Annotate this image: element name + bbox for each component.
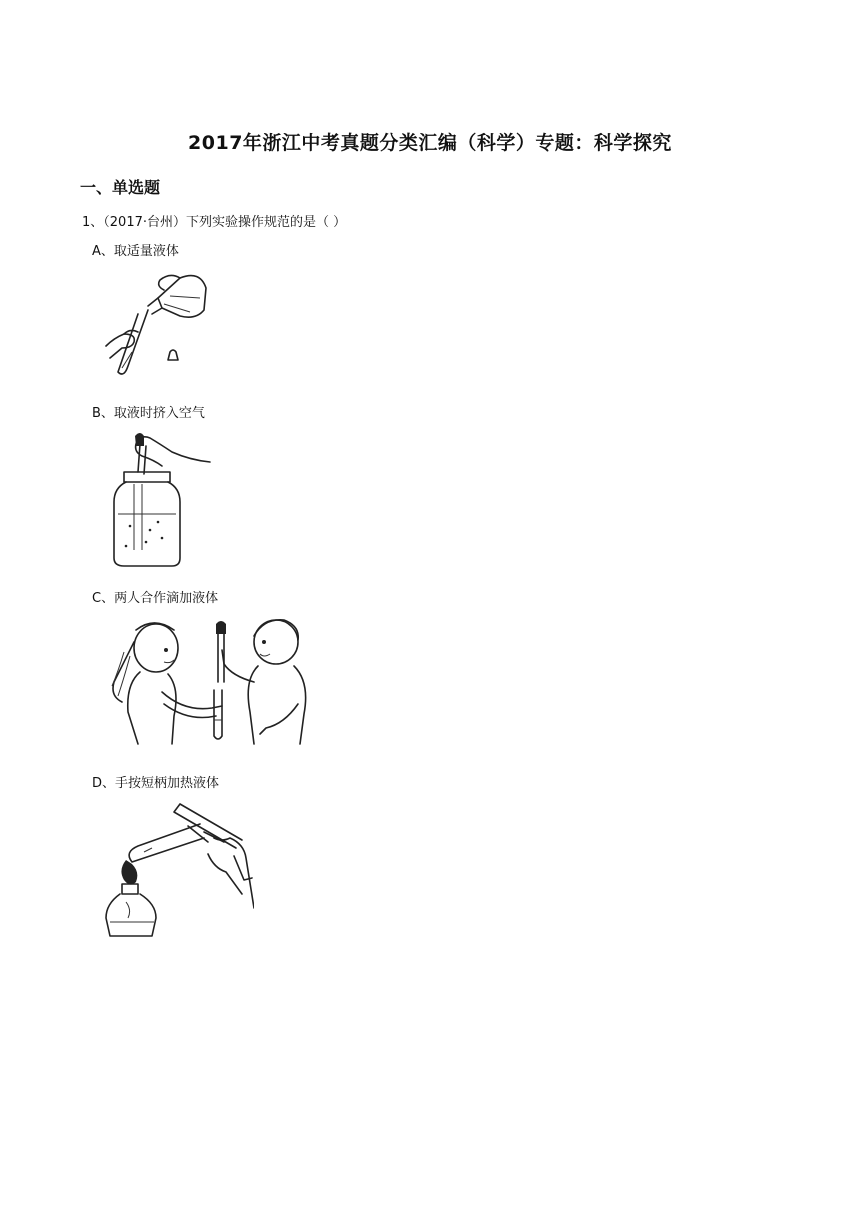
question-stem: 1、（2017·台州）下列实验操作规范的是（ ） bbox=[82, 215, 347, 230]
section-heading: 一、单选题 bbox=[80, 178, 161, 197]
option-a-label: A、取适量液体 bbox=[92, 244, 179, 259]
heating-test-tube-illustration bbox=[104, 798, 254, 943]
option-c-label: C、两人合作滴加液体 bbox=[92, 591, 219, 606]
page-title: 2017年浙江中考真题分类汇编（科学）专题：科学探究 bbox=[188, 132, 672, 154]
option-d-label: D、手按短柄加热液体 bbox=[92, 776, 220, 791]
pour-liquid-illustration bbox=[100, 268, 215, 383]
dropper-bottle-illustration bbox=[110, 430, 215, 570]
two-students-illustration bbox=[104, 612, 316, 752]
option-b-label: B、取液时挤入空气 bbox=[92, 406, 205, 421]
